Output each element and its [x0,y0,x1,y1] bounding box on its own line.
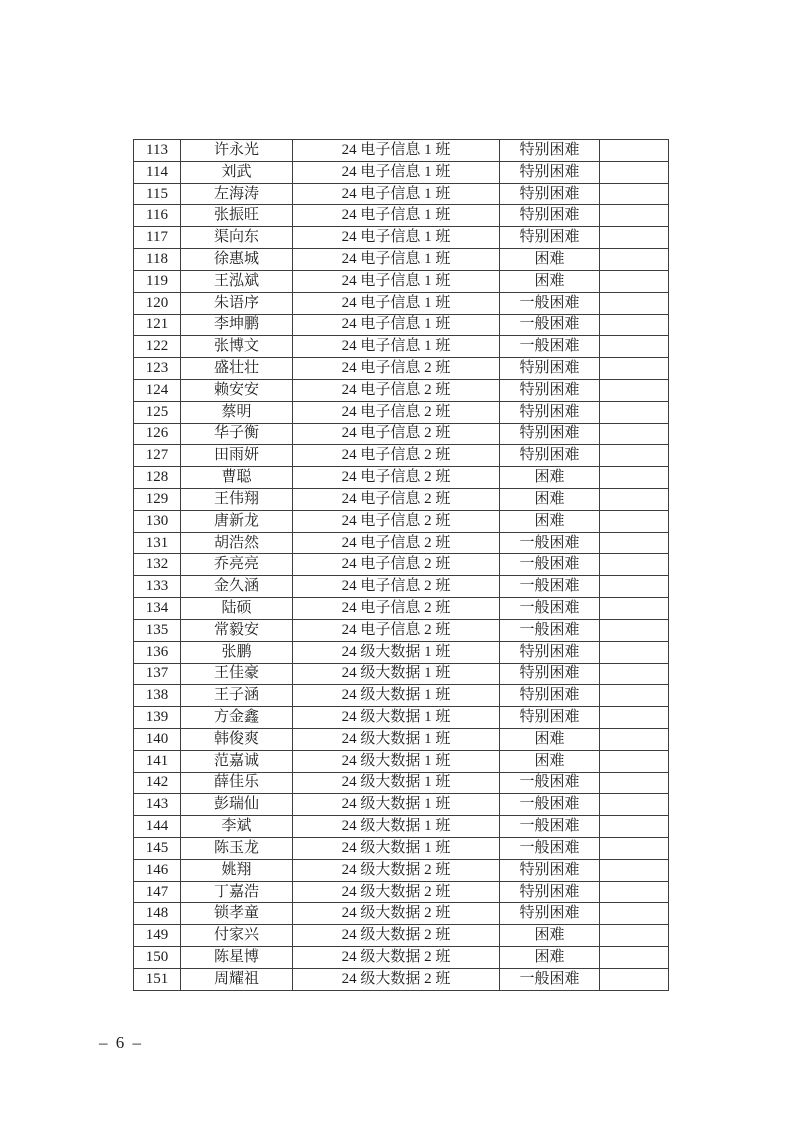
difficulty-status-cell: 特别困难 [500,358,600,380]
note-cell [600,270,669,292]
student-name-cell: 李斌 [181,816,293,838]
difficulty-status-cell: 特别困难 [500,903,600,925]
difficulty-status-cell: 特别困难 [500,707,600,729]
student-name-cell: 田雨妍 [181,445,293,467]
table-row [134,838,669,860]
class-name-cell: 24 电子信息 2 班 [293,401,500,423]
note-cell [600,903,669,925]
row-number-cell: 120 [134,292,181,314]
student-name-cell: 周耀祖 [181,968,293,990]
page-number: – 6 – [99,1033,143,1052]
class-name-cell: 24 电子信息 2 班 [293,423,500,445]
table-row [134,707,669,729]
row-number-cell: 151 [134,968,181,990]
table-row [134,467,669,489]
note-cell [600,227,669,249]
table-row [134,314,669,336]
note-cell [600,554,669,576]
row-number-cell: 130 [134,510,181,532]
row-number-cell: 140 [134,728,181,750]
student-name-cell: 左海涛 [181,183,293,205]
student-name-cell: 薛佳乐 [181,772,293,794]
class-name-cell: 24 级大数据 1 班 [293,750,500,772]
class-name-cell: 24 电子信息 2 班 [293,554,500,576]
difficulty-status-cell: 特别困难 [500,445,600,467]
difficulty-status-cell: 困难 [500,728,600,750]
table-row [134,859,669,881]
difficulty-status-cell: 特别困难 [500,379,600,401]
table-row [134,772,669,794]
class-name-cell: 24 电子信息 1 班 [293,314,500,336]
table-row [134,576,669,598]
row-number-cell: 150 [134,947,181,969]
row-number-cell: 136 [134,641,181,663]
table-row [134,358,669,380]
class-name-cell: 24 电子信息 2 班 [293,598,500,620]
table-row [134,968,669,990]
student-name-cell: 金久涵 [181,576,293,598]
student-name-cell: 华子衡 [181,423,293,445]
row-number-cell: 132 [134,554,181,576]
table-row [134,947,669,969]
note-cell [600,816,669,838]
class-name-cell: 24 级大数据 1 班 [293,685,500,707]
note-cell [600,423,669,445]
row-number-cell: 144 [134,816,181,838]
table-row [134,249,669,271]
difficulty-status-cell: 一般困难 [500,292,600,314]
student-name-cell: 唐新龙 [181,510,293,532]
student-name-cell: 渠向东 [181,227,293,249]
note-cell [600,881,669,903]
table-row [134,881,669,903]
row-number-cell: 125 [134,401,181,423]
student-name-cell: 丁嘉浩 [181,881,293,903]
difficulty-status-cell: 困难 [500,489,600,511]
class-name-cell: 24 电子信息 1 班 [293,227,500,249]
student-name-cell: 张振旺 [181,205,293,227]
note-cell [600,619,669,641]
difficulty-status-cell: 特别困难 [500,183,600,205]
note-cell [600,510,669,532]
class-name-cell: 24 级大数据 1 班 [293,816,500,838]
table-row [134,292,669,314]
row-number-cell: 122 [134,336,181,358]
table-row [134,205,669,227]
note-cell [600,358,669,380]
note-cell [600,292,669,314]
difficulty-status-cell: 一般困难 [500,968,600,990]
difficulty-status-cell: 特别困难 [500,401,600,423]
student-name-cell: 张博文 [181,336,293,358]
class-name-cell: 24 电子信息 1 班 [293,292,500,314]
class-name-cell: 24 级大数据 2 班 [293,859,500,881]
class-name-cell: 24 级大数据 2 班 [293,968,500,990]
note-cell [600,140,669,162]
class-name-cell: 24 电子信息 1 班 [293,270,500,292]
row-number-cell: 128 [134,467,181,489]
student-name-cell: 陆硕 [181,598,293,620]
student-name-cell: 王佳豪 [181,663,293,685]
difficulty-status-cell: 困难 [500,467,600,489]
class-name-cell: 24 级大数据 2 班 [293,881,500,903]
student-name-cell: 常毅安 [181,619,293,641]
class-name-cell: 24 级大数据 1 班 [293,772,500,794]
difficulty-status-cell: 特别困难 [500,685,600,707]
difficulty-status-cell: 特别困难 [500,641,600,663]
difficulty-status-cell: 一般困难 [500,838,600,860]
difficulty-status-cell: 特别困难 [500,859,600,881]
class-name-cell: 24 级大数据 1 班 [293,641,500,663]
table-row [134,183,669,205]
difficulty-status-cell: 特别困难 [500,227,600,249]
note-cell [600,467,669,489]
row-number-cell: 119 [134,270,181,292]
table-row [134,685,669,707]
student-name-cell: 胡浩然 [181,532,293,554]
row-number-cell: 137 [134,663,181,685]
difficulty-status-cell: 一般困难 [500,619,600,641]
student-name-cell: 王子涵 [181,685,293,707]
student-name-cell: 陈玉龙 [181,838,293,860]
class-name-cell: 24 电子信息 1 班 [293,249,500,271]
class-name-cell: 24 级大数据 2 班 [293,903,500,925]
student-name-cell: 付家兴 [181,925,293,947]
student-name-cell: 陈星博 [181,947,293,969]
class-name-cell: 24 级大数据 1 班 [293,707,500,729]
table-row [134,641,669,663]
note-cell [600,161,669,183]
table-row [134,445,669,467]
table-row [134,532,669,554]
class-name-cell: 24 电子信息 1 班 [293,140,500,162]
difficulty-status-cell: 特别困难 [500,205,600,227]
student-name-cell: 韩俊爽 [181,728,293,750]
difficulty-status-cell: 一般困难 [500,554,600,576]
class-name-cell: 24 电子信息 2 班 [293,445,500,467]
note-cell [600,249,669,271]
note-cell [600,205,669,227]
roster-body [134,140,669,991]
difficulty-status-cell: 困难 [500,249,600,271]
difficulty-status-cell: 困难 [500,947,600,969]
note-cell [600,663,669,685]
table-row [134,750,669,772]
difficulty-status-cell: 特别困难 [500,881,600,903]
student-name-cell: 徐惠城 [181,249,293,271]
note-cell [600,947,669,969]
table-row [134,510,669,532]
class-name-cell: 24 电子信息 1 班 [293,161,500,183]
table-row [134,161,669,183]
note-cell [600,445,669,467]
note-cell [600,794,669,816]
class-name-cell: 24 电子信息 2 班 [293,467,500,489]
row-number-cell: 148 [134,903,181,925]
class-name-cell: 24 电子信息 2 班 [293,619,500,641]
row-number-cell: 121 [134,314,181,336]
class-name-cell: 24 级大数据 2 班 [293,925,500,947]
class-name-cell: 24 级大数据 1 班 [293,794,500,816]
class-name-cell: 24 级大数据 2 班 [293,947,500,969]
student-name-cell: 方金鑫 [181,707,293,729]
student-name-cell: 姚翔 [181,859,293,881]
note-cell [600,859,669,881]
note-cell [600,532,669,554]
table-row [134,379,669,401]
difficulty-status-cell: 一般困难 [500,816,600,838]
row-number-cell: 114 [134,161,181,183]
student-name-cell: 彭瑞仙 [181,794,293,816]
row-number-cell: 124 [134,379,181,401]
difficulty-status-cell: 特别困难 [500,663,600,685]
student-name-cell: 赖安安 [181,379,293,401]
difficulty-status-cell: 困难 [500,750,600,772]
class-name-cell: 24 电子信息 2 班 [293,532,500,554]
student-name-cell: 范嘉诚 [181,750,293,772]
difficulty-status-cell: 困难 [500,510,600,532]
table-row [134,489,669,511]
student-name-cell: 盛壮壮 [181,358,293,380]
row-number-cell: 116 [134,205,181,227]
table-row [134,925,669,947]
difficulty-status-cell: 困难 [500,270,600,292]
row-number-cell: 141 [134,750,181,772]
note-cell [600,598,669,620]
difficulty-status-cell: 一般困难 [500,532,600,554]
student-name-cell: 王泓斌 [181,270,293,292]
difficulty-status-cell: 一般困难 [500,314,600,336]
row-number-cell: 139 [134,707,181,729]
difficulty-status-cell: 一般困难 [500,772,600,794]
note-cell [600,401,669,423]
note-cell [600,379,669,401]
class-name-cell: 24 电子信息 2 班 [293,510,500,532]
class-name-cell: 24 级大数据 1 班 [293,728,500,750]
table-row [134,336,669,358]
student-name-cell: 朱语序 [181,292,293,314]
note-cell [600,707,669,729]
row-number-cell: 118 [134,249,181,271]
class-name-cell: 24 级大数据 1 班 [293,663,500,685]
table-row [134,794,669,816]
student-roster-table [133,139,669,991]
class-name-cell: 24 电子信息 2 班 [293,379,500,401]
table-row [134,270,669,292]
class-name-cell: 24 电子信息 1 班 [293,183,500,205]
table-row [134,903,669,925]
class-name-cell: 24 电子信息 1 班 [293,336,500,358]
row-number-cell: 138 [134,685,181,707]
row-number-cell: 115 [134,183,181,205]
student-name-cell: 曹聪 [181,467,293,489]
note-cell [600,314,669,336]
class-name-cell: 24 电子信息 2 班 [293,576,500,598]
row-number-cell: 145 [134,838,181,860]
note-cell [600,968,669,990]
row-number-cell: 133 [134,576,181,598]
difficulty-status-cell: 一般困难 [500,336,600,358]
note-cell [600,641,669,663]
note-cell [600,685,669,707]
note-cell [600,925,669,947]
row-number-cell: 147 [134,881,181,903]
student-name-cell: 锁孝童 [181,903,293,925]
row-number-cell: 142 [134,772,181,794]
student-name-cell: 乔亮亮 [181,554,293,576]
table-row [134,816,669,838]
note-cell [600,750,669,772]
row-number-cell: 127 [134,445,181,467]
difficulty-status-cell: 一般困难 [500,794,600,816]
difficulty-status-cell: 困难 [500,925,600,947]
table-row [134,554,669,576]
table-row [134,619,669,641]
student-name-cell: 王伟翔 [181,489,293,511]
difficulty-status-cell: 特别困难 [500,423,600,445]
class-name-cell: 24 电子信息 2 班 [293,489,500,511]
class-name-cell: 24 电子信息 2 班 [293,358,500,380]
student-name-cell: 刘武 [181,161,293,183]
note-cell [600,576,669,598]
note-cell [600,489,669,511]
row-number-cell: 131 [134,532,181,554]
class-name-cell: 24 电子信息 1 班 [293,205,500,227]
note-cell [600,772,669,794]
table-row [134,140,669,162]
table-row [134,728,669,750]
row-number-cell: 135 [134,619,181,641]
row-number-cell: 149 [134,925,181,947]
student-name-cell: 李坤鹏 [181,314,293,336]
note-cell [600,336,669,358]
note-cell [600,728,669,750]
row-number-cell: 146 [134,859,181,881]
table-row [134,227,669,249]
difficulty-status-cell: 特别困难 [500,140,600,162]
row-number-cell: 129 [134,489,181,511]
row-number-cell: 117 [134,227,181,249]
difficulty-status-cell: 一般困难 [500,598,600,620]
row-number-cell: 126 [134,423,181,445]
row-number-cell: 113 [134,140,181,162]
student-name-cell: 张鹏 [181,641,293,663]
row-number-cell: 143 [134,794,181,816]
difficulty-status-cell: 一般困难 [500,576,600,598]
table-row [134,401,669,423]
class-name-cell: 24 级大数据 1 班 [293,838,500,860]
table-row [134,598,669,620]
student-name-cell: 许永光 [181,140,293,162]
student-name-cell: 蔡明 [181,401,293,423]
row-number-cell: 134 [134,598,181,620]
note-cell [600,838,669,860]
row-number-cell: 123 [134,358,181,380]
table-row [134,423,669,445]
note-cell [600,183,669,205]
table-row [134,663,669,685]
difficulty-status-cell: 特别困难 [500,161,600,183]
